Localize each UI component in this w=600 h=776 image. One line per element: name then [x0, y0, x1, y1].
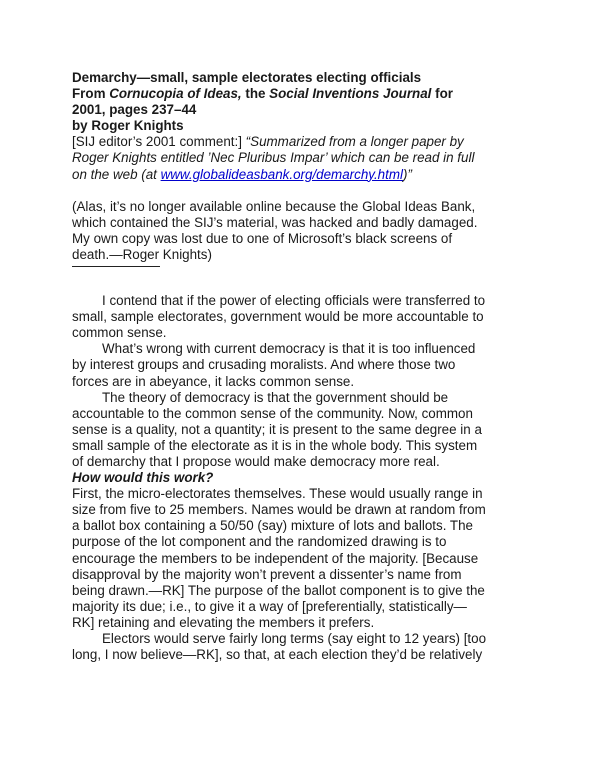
byline: by Roger Knights [72, 118, 184, 134]
author-aside: (Alas, it’s no longer available online because the Global Ideas Bank, which contained the SIJ’s material, was hacked and badly damaged. My own copy was lost due to one of Microsoft’s black screens of death.—Roger Knights) [72, 198, 478, 262]
source-line: From Cornucopia of Ideas, the Social Inventions Journal for [72, 86, 453, 102]
demarchy-link[interactable]: www.globalideasbank.org/demarchy.html [160, 166, 403, 182]
body-paragraph-2: What’s wrong with current democracy is that it is too influenced by interest groups and crusading moralists. And where those two forces are in abeyance, it lacks common sense. [72, 341, 476, 389]
body-paragraph-3: The theory of democracy is that the government should be accountable to the common sense of the community. Now, common sense is a quality, not a quantity; it is present to the same degree in a small sample of the electorate as it is in the whole body. This system of demarchy that I propose would make democracy more real. [72, 389, 482, 469]
editor-comment: [SIJ editor’s 2001 comment:] “Summarized from a longer paper by Roger Knights entitled ’Nec Pluribus Impar’ which can be read in full on the web (at www.globalideasbank.org/demarchy.html)” [72, 134, 475, 182]
body-paragraph-4: First, the micro-electorates themselves. These would usually range in size from five to 25 members. Names would be drawn at random from a ballot box containing a 50/50 (say) mixture of lots and ballots. The purpose of the lot component and the randomized drawing is to encourage the members to be independent of the majority. [Because disapproval by the majority won’t prevent a dissenter’s name from being drawn.—RK] The purpose of the ballot component is to give the majority its due; i.e., to give it a way of [preferentially, statistically— RK] retaining and elevating the members it prefers. [72, 486, 486, 630]
journal-title: Social Inventions Journal [269, 86, 432, 102]
article-header [72, 70, 530, 134]
article-title: Demarchy—small, sample electorates electing officials [72, 70, 422, 85]
source-pages: 2001, pages 237–44 [72, 102, 197, 118]
body-paragraph-5: Electors would serve fairly long terms (say eight to 12 years) [too long, I now believe—RK], so that, at each election they’d be relatively [72, 631, 487, 663]
section-subheading: How would this work? [72, 470, 214, 486]
editor-comment-prefix: [SIJ editor’s 2001 comment:] [72, 134, 246, 150]
book-title: Cornucopia of Ideas, [109, 86, 242, 102]
body-paragraph-1: I contend that if the power of electing officials were transferred to small, sample electorates, government would be more accountable to common sense. [72, 293, 486, 341]
